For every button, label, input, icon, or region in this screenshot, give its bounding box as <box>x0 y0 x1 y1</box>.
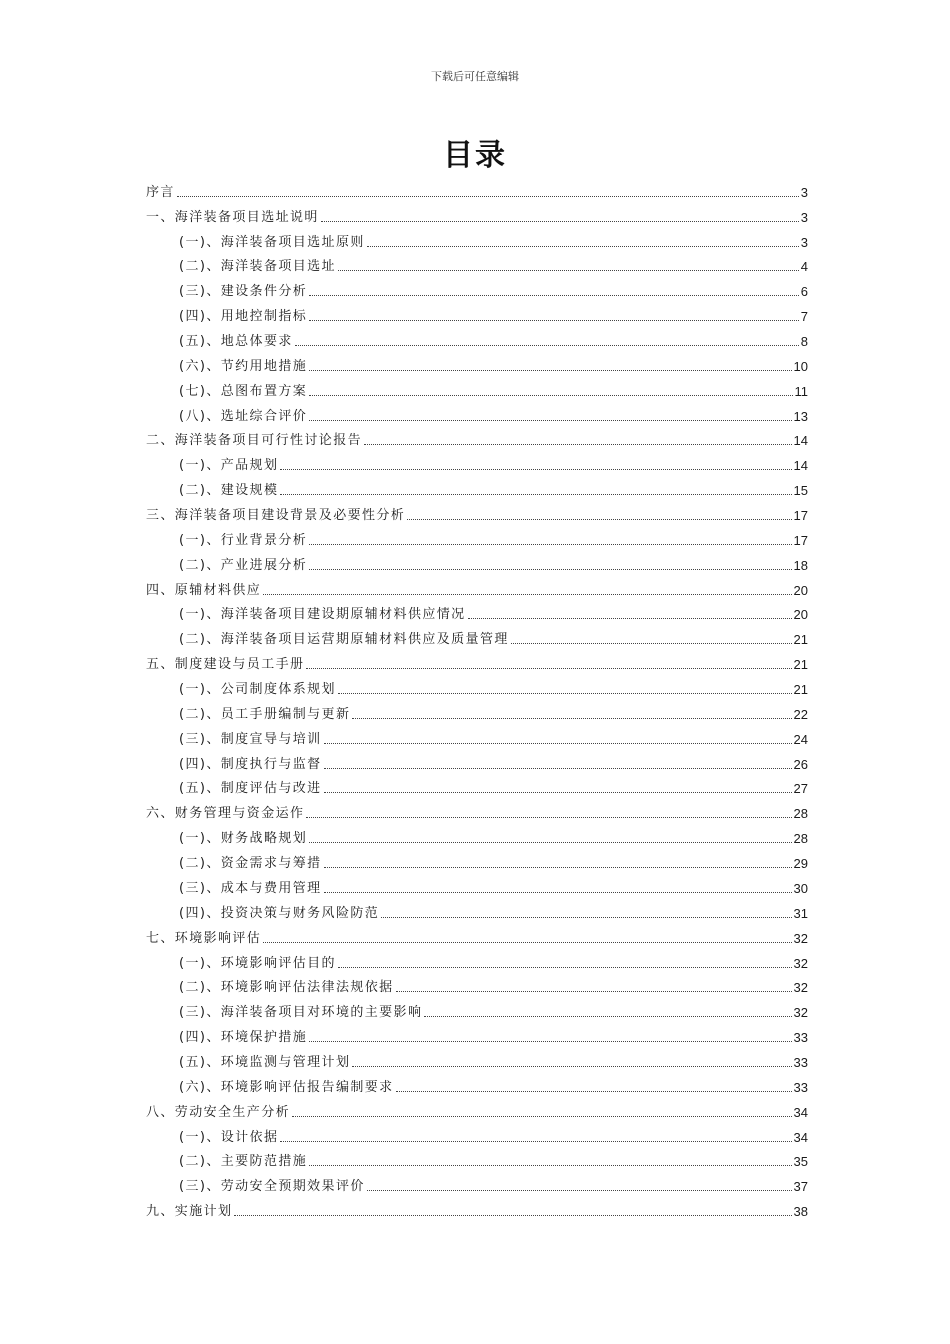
toc-entry[interactable] <box>146 773 808 798</box>
toc-page-number: 34 <box>793 1129 808 1145</box>
toc-entry[interactable] <box>146 375 808 400</box>
toc-entry-text: (七)、总图布置方案 <box>179 383 308 399</box>
toc-entry-text: (一)、海洋装备项目建设期原辅材料供应情况 <box>179 607 466 623</box>
toc-dot-leader <box>263 942 791 943</box>
toc-entry[interactable] <box>146 300 808 325</box>
toc-entry[interactable] <box>146 574 808 599</box>
toc-entry[interactable] <box>146 673 808 698</box>
toc-entry[interactable] <box>146 275 808 300</box>
toc-entry-text: (二)、海洋装备项目选址 <box>179 259 336 275</box>
toc-dot-leader <box>177 196 799 197</box>
toc-entry[interactable] <box>146 1195 808 1220</box>
toc-entry-text: (四)、用地控制指标 <box>179 309 308 325</box>
toc-dot-leader <box>324 867 792 868</box>
toc-page-number: 30 <box>793 880 808 896</box>
toc-entry-text: 二、海洋装备项目可行性讨论报告 <box>146 433 363 449</box>
toc-entry[interactable] <box>146 549 808 574</box>
toc-page-number: 22 <box>793 706 808 722</box>
page-header: 下载后可任意编辑 <box>431 70 519 83</box>
toc-entry-text: (一)、产品规划 <box>179 458 279 474</box>
toc-page-number: 26 <box>793 756 808 772</box>
toc-page-number: 6 <box>800 284 808 300</box>
toc-entry[interactable] <box>146 1021 808 1046</box>
toc-dot-leader <box>407 519 791 520</box>
toc-entry-text: (二)、员工手册编制与更新 <box>179 706 351 722</box>
toc-page-number: 33 <box>793 1079 808 1095</box>
toc-entry[interactable] <box>146 748 808 773</box>
toc-entry[interactable] <box>146 325 808 350</box>
toc-entry-text: (二)、环境影响评估法律法规依据 <box>179 980 394 996</box>
toc-page-number: 10 <box>793 358 808 374</box>
toc-entry-text: (一)、行业背景分析 <box>179 532 308 548</box>
toc-dot-leader <box>306 668 791 669</box>
toc-page-number: 21 <box>793 657 808 673</box>
toc-entry[interactable] <box>146 822 808 847</box>
toc-dot-leader <box>338 967 792 968</box>
toc-entry[interactable] <box>146 201 808 226</box>
toc-entry-text: (二)、资金需求与筹措 <box>179 856 322 872</box>
toc-entry-text: (一)、环境影响评估目的 <box>179 955 336 971</box>
toc-entry[interactable] <box>146 524 808 549</box>
toc-entry[interactable] <box>146 1146 808 1171</box>
toc-entry-text: (三)、海洋装备项目对环境的主要影响 <box>179 1005 423 1021</box>
toc-entry-text: (五)、环境监测与管理计划 <box>179 1054 351 1070</box>
toc-dot-leader <box>309 544 791 545</box>
toc-entry[interactable] <box>146 996 808 1021</box>
toc-dot-leader <box>324 743 792 744</box>
toc-entry[interactable] <box>146 698 808 723</box>
toc-page-number: 3 <box>800 184 808 200</box>
toc-dot-leader <box>292 1116 792 1117</box>
toc-dot-leader <box>280 469 791 470</box>
toc-page-number: 28 <box>793 831 808 847</box>
toc-entry-text: (一)、公司制度体系规划 <box>179 682 336 698</box>
toc-title: 目录 <box>443 138 507 173</box>
toc-dot-leader <box>367 1190 792 1191</box>
toc-page-number: 3 <box>800 209 808 225</box>
toc-entry-text: 四、原辅材料供应 <box>146 582 262 598</box>
toc-page-number: 20 <box>793 607 808 623</box>
toc-dot-leader <box>263 594 791 595</box>
toc-page-number: 21 <box>793 632 808 648</box>
toc-page-number: 8 <box>800 334 808 350</box>
toc-entry-text: 九、实施计划 <box>146 1204 233 1220</box>
toc-dot-leader <box>324 768 792 769</box>
toc-entry-text: (四)、投资决策与财务风险防范 <box>179 905 380 921</box>
toc-dot-leader <box>338 693 792 694</box>
toc-entry-text: 六、财务管理与资金运作 <box>146 806 305 822</box>
toc-entry[interactable] <box>146 1096 808 1121</box>
toc-page-number: 32 <box>793 1005 808 1021</box>
toc-entry[interactable] <box>146 897 808 922</box>
toc-dot-leader <box>364 444 792 445</box>
toc-dot-leader <box>309 420 791 421</box>
toc-dot-leader <box>381 917 791 918</box>
toc-page-number: 31 <box>793 905 808 921</box>
toc-entry[interactable] <box>146 797 808 822</box>
toc-page-number: 34 <box>793 1104 808 1120</box>
toc-dot-leader <box>424 1016 791 1017</box>
toc-entry[interactable] <box>146 1071 808 1096</box>
toc-dot-leader <box>309 320 799 321</box>
toc-entry-text: 序言 <box>146 184 175 200</box>
toc-page-number: 33 <box>793 1054 808 1070</box>
toc-entry[interactable] <box>146 176 808 201</box>
table-of-contents <box>146 176 808 1220</box>
toc-page-number: 14 <box>793 433 808 449</box>
toc-entry-text: 五、制度建设与员工手册 <box>146 657 305 673</box>
toc-entry[interactable] <box>146 350 808 375</box>
toc-entry[interactable] <box>146 872 808 897</box>
toc-page-number: 15 <box>793 483 808 499</box>
toc-page-number: 14 <box>793 458 808 474</box>
toc-entry[interactable] <box>146 499 808 524</box>
toc-entry[interactable] <box>146 474 808 499</box>
toc-entry-text: (六)、环境影响评估报告编制要求 <box>179 1079 394 1095</box>
toc-entry-text: (六)、节约用地措施 <box>179 358 308 374</box>
toc-entry-text: (八)、选址综合评价 <box>179 408 308 424</box>
toc-page-number: 32 <box>793 955 808 971</box>
toc-dot-leader <box>309 295 799 296</box>
toc-entry[interactable] <box>146 251 808 276</box>
toc-dot-leader <box>306 817 791 818</box>
toc-entry[interactable] <box>146 449 808 474</box>
toc-dot-leader <box>234 1215 791 1216</box>
toc-entry-text: (四)、制度执行与监督 <box>179 756 322 772</box>
toc-entry[interactable] <box>146 1046 808 1071</box>
toc-page-number: 35 <box>793 1154 808 1170</box>
toc-entry[interactable] <box>146 847 808 872</box>
toc-dot-leader <box>309 842 791 843</box>
toc-entry-text: (五)、制度评估与改进 <box>179 781 322 797</box>
toc-entry-text: (一)、财务战略规划 <box>179 831 308 847</box>
toc-dot-leader <box>338 270 799 271</box>
toc-page-number: 32 <box>793 980 808 996</box>
toc-entry-text: 三、海洋装备项目建设背景及必要性分析 <box>146 508 406 524</box>
toc-entry[interactable] <box>146 648 808 673</box>
toc-page-number: 17 <box>793 508 808 524</box>
toc-dot-leader <box>511 643 792 644</box>
toc-page-number: 11 <box>794 383 808 399</box>
toc-page-number: 38 <box>793 1204 808 1220</box>
toc-dot-leader <box>321 221 799 222</box>
toc-entry-text: (二)、产业进展分析 <box>179 557 308 573</box>
toc-page-number: 4 <box>800 259 808 275</box>
toc-dot-leader <box>352 718 791 719</box>
toc-entry[interactable] <box>146 947 808 972</box>
toc-page-number: 32 <box>793 930 808 946</box>
toc-entry-text: (四)、环境保护措施 <box>179 1030 308 1046</box>
toc-entry[interactable] <box>146 922 808 947</box>
toc-entry-text: (三)、劳动安全预期效果评价 <box>179 1179 365 1195</box>
toc-dot-leader <box>396 991 792 992</box>
toc-entry-text: (一)、设计依据 <box>179 1129 279 1145</box>
toc-entry-text: 八、劳动安全生产分析 <box>146 1104 291 1120</box>
toc-entry[interactable] <box>146 226 808 251</box>
toc-dot-leader <box>367 246 799 247</box>
toc-page-number: 20 <box>793 582 808 598</box>
toc-dot-leader <box>352 1066 791 1067</box>
toc-page-number: 21 <box>793 682 808 698</box>
toc-entry-text: 七、环境影响评估 <box>146 930 262 946</box>
toc-entry-text: (三)、成本与费用管理 <box>179 880 322 896</box>
toc-page-number: 29 <box>793 856 808 872</box>
toc-entry[interactable] <box>146 425 808 450</box>
toc-entry-text: (二)、建设规模 <box>179 483 279 499</box>
toc-dot-leader <box>309 395 792 396</box>
toc-entry-text: (五)、地总体要求 <box>179 334 293 350</box>
toc-entry[interactable] <box>146 1170 808 1195</box>
toc-page-number: 28 <box>793 806 808 822</box>
toc-entry[interactable] <box>146 400 808 425</box>
toc-page-number: 27 <box>793 781 808 797</box>
toc-page-number: 3 <box>800 234 808 250</box>
toc-entry[interactable] <box>146 599 808 624</box>
toc-page-number: 17 <box>793 532 808 548</box>
toc-entry-text: (二)、主要防范措施 <box>179 1154 308 1170</box>
toc-dot-leader <box>324 892 792 893</box>
toc-entry-text: (一)、海洋装备项目选址原则 <box>179 234 365 250</box>
toc-page-number: 7 <box>800 309 808 325</box>
toc-entry[interactable] <box>146 972 808 997</box>
toc-entry-text: (二)、海洋装备项目运营期原辅材料供应及质量管理 <box>179 632 509 648</box>
toc-entry-text: 一、海洋装备项目选址说明 <box>146 209 319 225</box>
toc-page-number: 37 <box>793 1179 808 1195</box>
toc-dot-leader <box>324 792 792 793</box>
toc-dot-leader <box>280 494 791 495</box>
toc-entry[interactable] <box>146 623 808 648</box>
toc-entry-text: (三)、制度宣导与培训 <box>179 731 322 747</box>
toc-page-number: 24 <box>793 731 808 747</box>
toc-dot-leader <box>309 1041 791 1042</box>
toc-dot-leader <box>295 345 799 346</box>
toc-dot-leader <box>309 370 791 371</box>
toc-page-number: 33 <box>793 1030 808 1046</box>
toc-dot-leader <box>309 569 791 570</box>
toc-entry[interactable] <box>146 723 808 748</box>
toc-page-number: 13 <box>793 408 808 424</box>
toc-page-number: 18 <box>793 557 808 573</box>
toc-dot-leader <box>309 1165 791 1166</box>
toc-entry-text: (三)、建设条件分析 <box>179 284 308 300</box>
toc-dot-leader <box>396 1091 792 1092</box>
toc-dot-leader <box>280 1141 791 1142</box>
toc-dot-leader <box>468 618 792 619</box>
toc-entry[interactable] <box>146 1121 808 1146</box>
